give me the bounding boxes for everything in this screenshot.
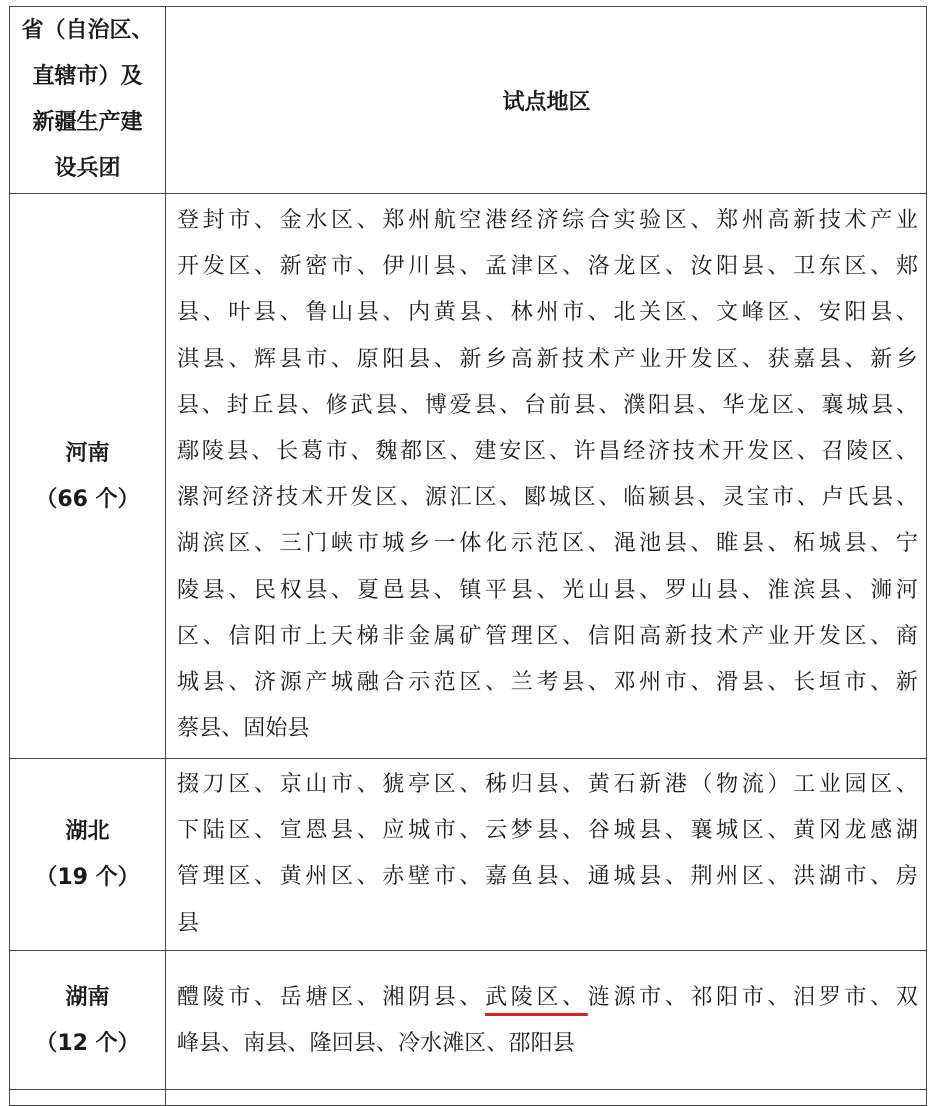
- province-count: （19 个）: [35, 865, 140, 890]
- column-divider: [165, 7, 166, 1105]
- header-province-label: 省（自治区、 直辖市）及 新疆生产建 设兵团: [21, 18, 154, 181]
- region-line: 县、封丘县、修武县、博爱县、台前县、濮阳县、华龙区、襄城县、: [177, 392, 918, 418]
- region-line: 城县、济源产城融合示范区、兰考县、邓州市、滑县、长垣市、新: [177, 669, 918, 695]
- region-line: 县: [177, 910, 200, 936]
- row-divider: [10, 758, 926, 759]
- region-text: 醴陵市、岳塘区、湘阴县、: [177, 985, 486, 1010]
- regions-cell-henan: [167, 198, 926, 752]
- region-line: [177, 975, 918, 1021]
- region-line: 鄢陵县、长葛市、魏都区、建安区、许昌经济技术开发区、召陵区、: [177, 438, 918, 464]
- region-line: 漯河经济技术开发区、源汇区、郾城区、临颍县、灵宝市、卢氏县、: [177, 485, 918, 511]
- row-divider: [10, 1089, 926, 1090]
- pilot-regions-table: [9, 6, 927, 1106]
- header-regions-label: 试点地区: [502, 89, 591, 115]
- province-cell-hubei: [10, 760, 165, 950]
- province-name: 湖北: [65, 819, 110, 844]
- province-count: （12 个）: [35, 1030, 140, 1056]
- header-province-cell: [10, 7, 165, 193]
- regions-cell-hubei: [167, 762, 926, 947]
- region-line: 湖滨区、三门峡市城乡一体化示范区、渑池县、睢县、柘城县、宁: [177, 531, 918, 557]
- province-name: 湖南: [65, 984, 110, 1010]
- region-line: 掇刀区、京山市、猇亭区、秭归县、黄石新港（物流）工业园区、: [177, 772, 918, 797]
- region-line: 淇县、辉县市、原阳县、新乡高新技术产业开发区、获嘉县、新乡: [177, 346, 918, 372]
- region-text: 涟源市、祁阳市、汨罗市、双: [587, 985, 918, 1010]
- row-divider: [10, 950, 926, 951]
- province-cell-henan: [10, 195, 165, 758]
- region-line: 县、叶县、鲁山县、内黄县、林州市、北关区、文峰区、安阳县、: [177, 300, 918, 326]
- row-divider: [10, 193, 926, 194]
- region-line: 管理区、黄州区、赤壁市、嘉鱼县、通城县、荆州区、洪湖市、房: [177, 864, 918, 890]
- region-line: 蔡县、固始县: [177, 716, 310, 742]
- regions-cell-hunan: [167, 975, 926, 1067]
- region-line: 峰县、南县、隆回县、冷水滩区、邵阳县: [177, 1031, 575, 1057]
- province-cell-hunan: [10, 952, 165, 1089]
- region-line: 登封市、金水区、郑州航空港经济综合实验区、郑州高新技术产业: [177, 208, 918, 233]
- header-regions-cell: [167, 7, 926, 193]
- province-name: 河南: [65, 440, 110, 466]
- region-line: 下陆区、宣恩县、应城市、云梦县、谷城县、襄城区、黄冈龙感湖: [177, 818, 918, 844]
- province-count: （66 个）: [35, 486, 140, 512]
- region-line: 区、信阳市上天梯非金属矿管理区、信阳高新技术产业开发区、商: [177, 623, 918, 649]
- region-line: 陵县、民权县、夏邑县、镇平县、光山县、罗山县、淮滨县、浉河: [177, 577, 918, 603]
- highlighted-region-wuling: 武陵区、: [485, 985, 588, 1010]
- region-line: 开发区、新密市、伊川县、孟津区、洛龙区、汝阳县、卫东区、郏: [177, 254, 918, 280]
